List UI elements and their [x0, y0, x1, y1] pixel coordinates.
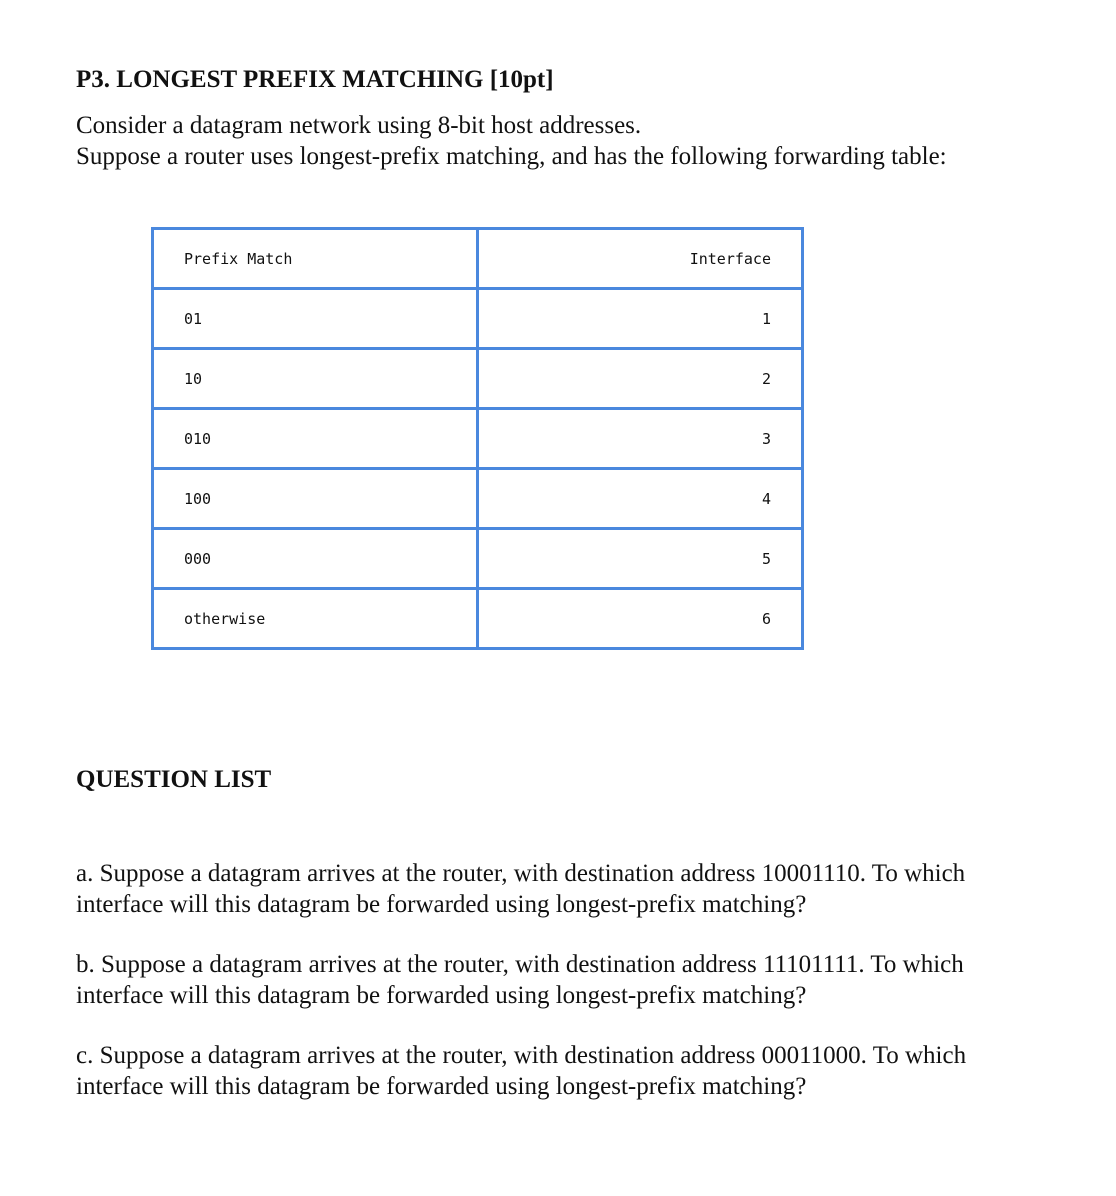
table-row: [153, 469, 803, 529]
question-a: [76, 858, 1036, 920]
question-line: a. Suppose a datagram arrives at the router, with destination address 10001110. To which: [76, 860, 966, 887]
prefix-cell: 010: [153, 409, 478, 469]
prefix-cell: 000: [153, 529, 478, 589]
question-line: b. Suppose a datagram arrives at the router, with destination address 11101111. To which: [76, 951, 964, 978]
prefix-cell: 100: [153, 469, 478, 529]
interface-cell: 2: [478, 349, 803, 409]
intro-line: Suppose a router uses longest-prefix matching, and has the following forwarding table:: [76, 143, 947, 170]
forwarding-table: [151, 227, 804, 650]
interface-cell: 4: [478, 469, 803, 529]
question-list-heading: QUESTION LIST: [76, 766, 272, 793]
interface-cell: 5: [478, 529, 803, 589]
table-row: [153, 409, 803, 469]
prefix-cell: 10: [153, 349, 478, 409]
problem-intro: [76, 110, 947, 172]
table-row: [153, 289, 803, 349]
question-line: interface will this datagram be forwarded using longest-prefix matching?: [76, 891, 807, 918]
interface-cell: 6: [478, 589, 803, 649]
problem-title: P3. LONGEST PREFIX MATCHING [10pt]: [76, 66, 554, 93]
question-b: [76, 949, 1036, 1011]
interface-cell: 3: [478, 409, 803, 469]
header-interface: Interface: [478, 229, 803, 289]
question-line: c. Suppose a datagram arrives at the router, with destination address 00011000. To which: [76, 1042, 967, 1069]
interface-cell: 1: [478, 289, 803, 349]
table-row: [153, 529, 803, 589]
header-prefix-match: Prefix Match: [153, 229, 478, 289]
table-header-row: [153, 229, 803, 289]
prefix-cell: 01: [153, 289, 478, 349]
question-line: interface will this datagram be forwarded using longest-prefix matching?: [76, 1073, 807, 1100]
question-line: interface will this datagram be forwarded using longest-prefix matching?: [76, 982, 807, 1009]
intro-line: Consider a datagram network using 8-bit host addresses.: [76, 112, 642, 139]
question-c: [76, 1040, 1036, 1102]
prefix-cell: otherwise: [153, 589, 478, 649]
table-row: [153, 589, 803, 649]
table-row: [153, 349, 803, 409]
